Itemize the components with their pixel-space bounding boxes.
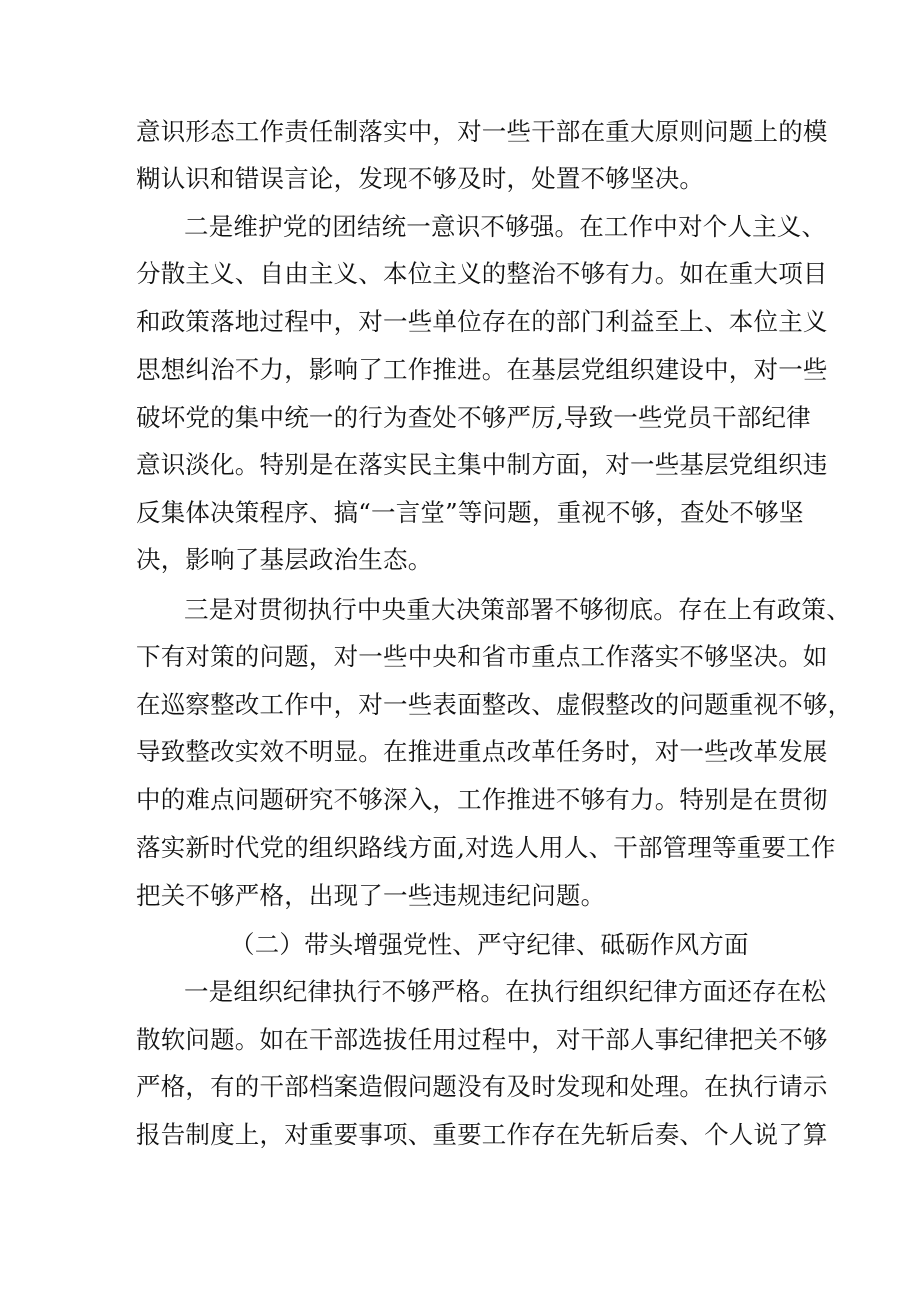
text-line: 中的难点问题研究不够深入，工作推进不够有力。特别是在贯彻 bbox=[136, 785, 828, 814]
text-line: 糊认识和错误言论，发现不够及时，处置不够坚决。 bbox=[136, 164, 705, 193]
text-line: 散软问题。如在干部选拔任用过程中，对干部人事纪律把关不够 bbox=[136, 1025, 828, 1054]
text-line: 意识淡化。特别是在落实民主集中制方面，对一些基层党组织违 bbox=[136, 450, 828, 479]
text-line: 报告制度上，对重要事项、重要工作存在先斩后奏、个人说了算 bbox=[136, 1120, 828, 1149]
paragraph-start-line: 一是组织纪律执行不够严格。在执行组织纪律方面还存在松 bbox=[184, 977, 827, 1006]
text-line: 破坏党的集中统一的行为查处不够严厉,导致一些党员干部纪律 bbox=[136, 403, 811, 432]
text-line: 思想纠治不力，影响了工作推进。在基层党组织建设中，对一些 bbox=[136, 355, 828, 384]
text-line: 分散主义、自由主义、本位主义的整治不够有力。如在重大项目 bbox=[136, 259, 828, 288]
text-line: 决，影响了基层政治生态。 bbox=[136, 545, 433, 574]
text-line: 严格，有的干部档案造假问题没有及时发现和处理。在执行请示 bbox=[136, 1072, 828, 1101]
paragraph-start-line: 三是对贯彻执行中央重大决策部署不够彻底。存在上有政策、 bbox=[184, 595, 851, 624]
text-line: 和政策落地过程中，对一些单位存在的部门利益至上、本位主义 bbox=[136, 307, 828, 336]
text-line: 下有对策的问题，对一些中央和省市重点工作落实不够坚决。如 bbox=[136, 642, 828, 671]
section-heading: （二）带头增强党性、严守纪律、砥砺作风方面 bbox=[230, 930, 749, 959]
text-line: 把关不够严格，出现了一些违规违纪问题。 bbox=[136, 881, 606, 910]
text-line: 导致整改实效不明显。在推进重点改革任务时，对一些改革发展 bbox=[136, 737, 828, 766]
paragraph-start-line: 二是维护党的团结统一意识不够强。在工作中对个人主义、 bbox=[184, 212, 827, 241]
text-line: 在巡察整改工作中，对一些表面整改、虚假整改的问题重视不够， bbox=[136, 690, 853, 719]
text-line: 落实新时代党的组织路线方面,对选人用人、干部管理等重要工作 bbox=[136, 833, 836, 862]
text-line: 反集体决策程序、搞“一言堂”等问题，重视不够，查处不够坚 bbox=[136, 498, 804, 527]
text-line: 意识形态工作责任制落实中，对一些干部在重大原则问题上的模 bbox=[136, 117, 828, 146]
